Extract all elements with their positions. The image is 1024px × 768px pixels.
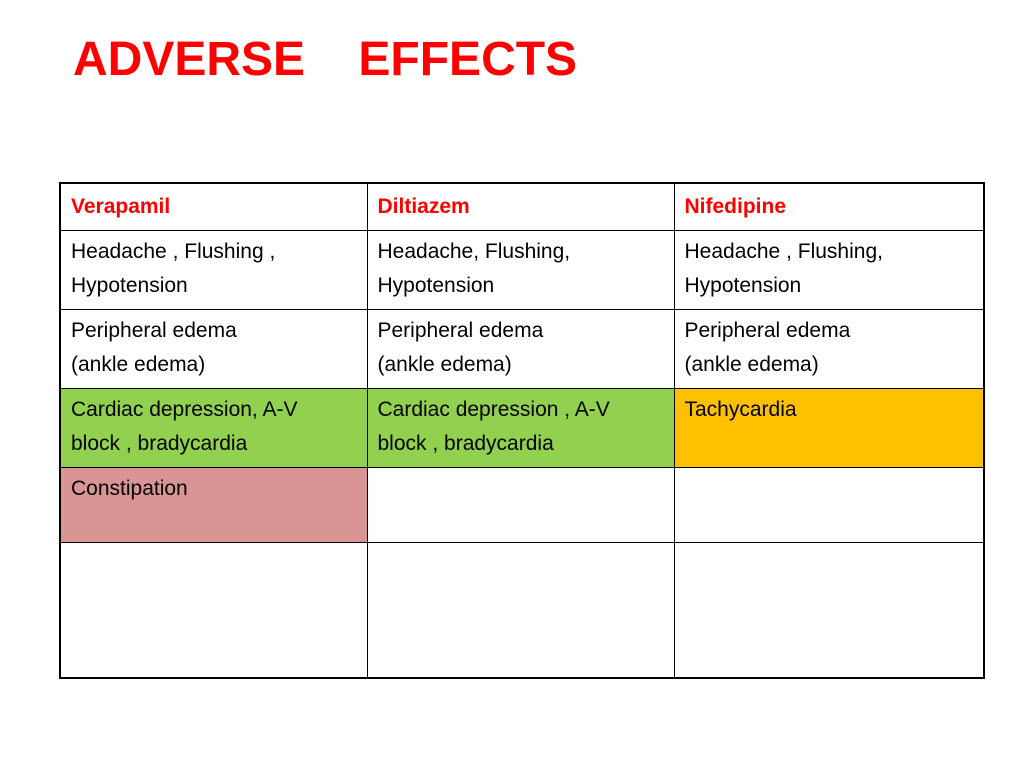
table-cell-highlight-green: Cardiac depression, A-V block , bradycardia bbox=[60, 389, 367, 468]
header-diltiazem: Diltiazem bbox=[367, 183, 674, 231]
table-cell-highlight-green: Cardiac depression , A-V block , bradycardia bbox=[367, 389, 674, 468]
table-cell bbox=[674, 468, 984, 543]
table-row bbox=[60, 468, 984, 543]
table-cell bbox=[367, 543, 674, 679]
table-cell: Peripheral edema (ankle edema) bbox=[367, 310, 674, 389]
header-nifedipine: Nifedipine bbox=[674, 183, 984, 231]
slide-title: ADVERSE EFFECTS bbox=[73, 33, 578, 86]
table-cell bbox=[674, 543, 984, 679]
header-verapamil: Verapamil bbox=[60, 183, 367, 231]
table-cell: Headache , Flushing, Hypotension bbox=[674, 231, 984, 310]
table-cell: Headache , Flushing , Hypotension bbox=[60, 231, 367, 310]
adverse-effects-table bbox=[59, 182, 985, 679]
table-row bbox=[60, 231, 984, 310]
table-cell bbox=[367, 468, 674, 543]
table-cell-highlight-orange: Tachycardia bbox=[674, 389, 984, 468]
table-cell: Peripheral edema (ankle edema) bbox=[60, 310, 367, 389]
table-cell bbox=[60, 543, 367, 679]
table-cell-highlight-pink: Constipation bbox=[60, 468, 367, 543]
table-row bbox=[60, 389, 984, 468]
table-cell: Headache, Flushing, Hypotension bbox=[367, 231, 674, 310]
table-header-row bbox=[60, 183, 984, 231]
table-row bbox=[60, 310, 984, 389]
table-cell: Peripheral edema (ankle edema) bbox=[674, 310, 984, 389]
table-row bbox=[60, 543, 984, 679]
